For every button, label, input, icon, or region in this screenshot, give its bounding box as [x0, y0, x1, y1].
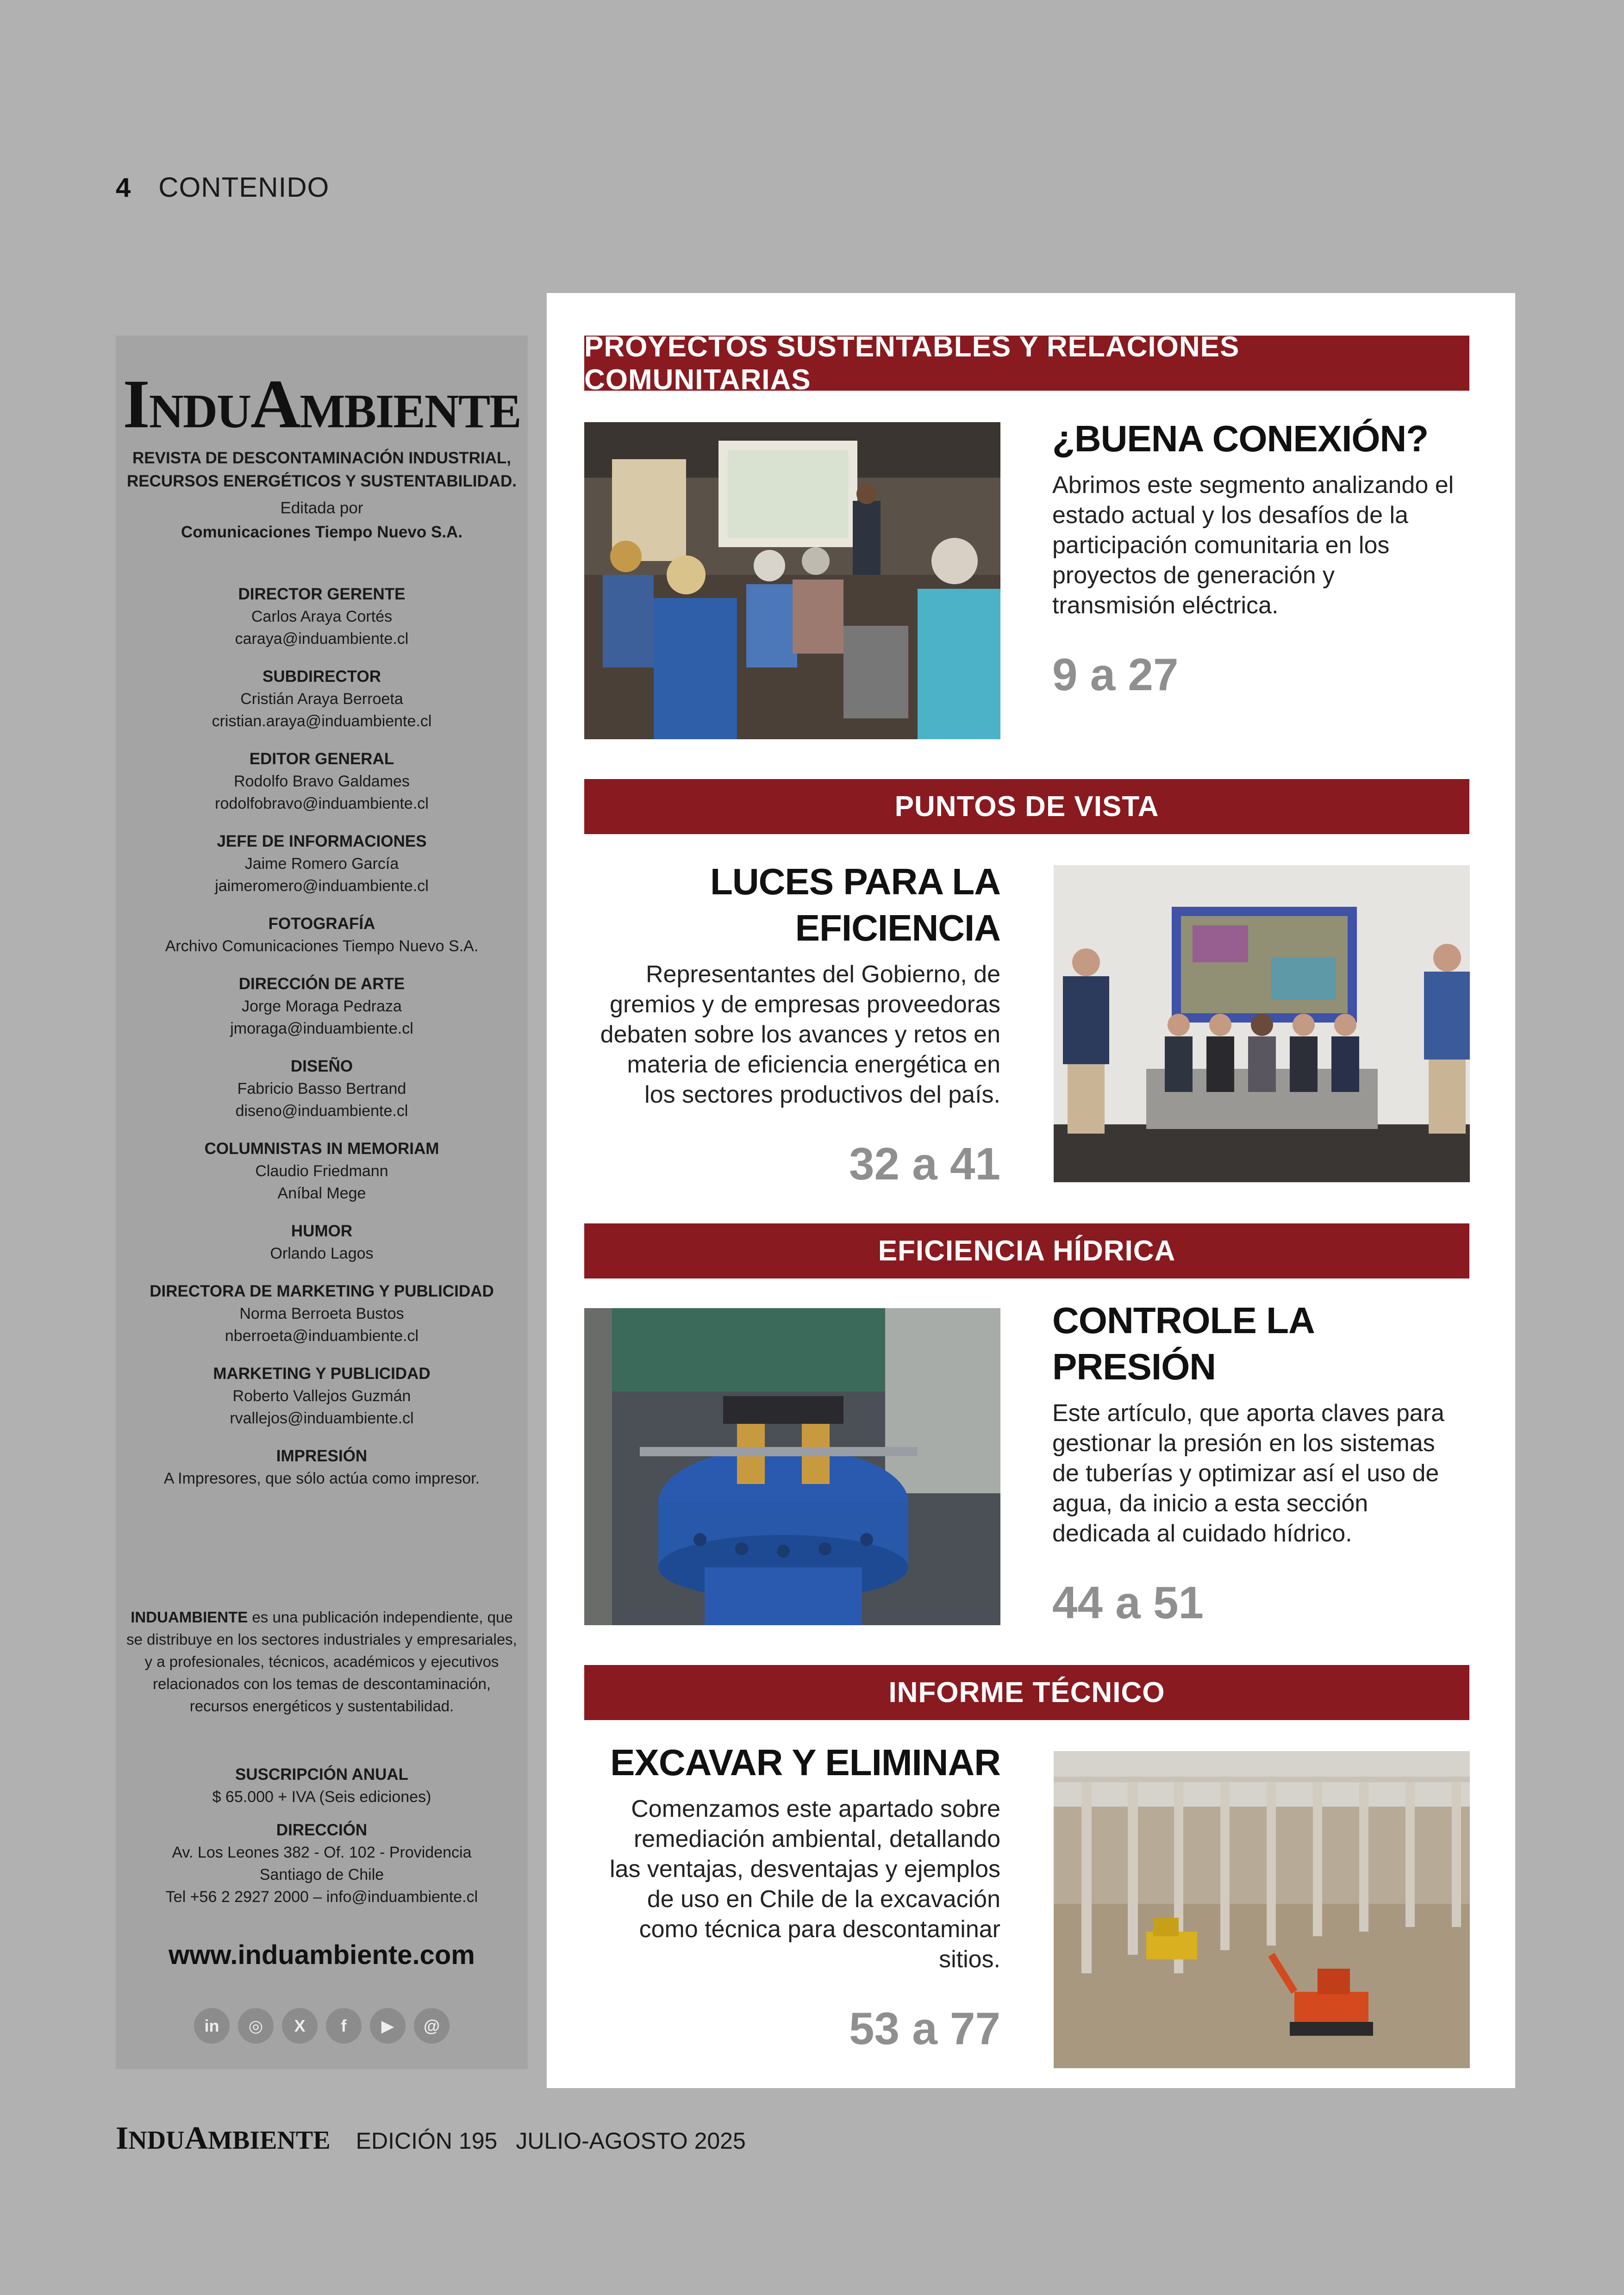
- youtube-icon[interactable]: ▶: [370, 2008, 406, 2044]
- page-section-title: CONTENIDO: [158, 172, 330, 203]
- section-header-puntos-de-vista: PUNTOS DE VISTA: [584, 779, 1469, 834]
- page-footer: [116, 2120, 746, 2157]
- address-info: DIRECCIÓN Av. Los Leones 382 - Of. 102 - Providencia Santiago de Chile Tel +56 2 2927 2000 – info@induambiente.cl: [165, 1821, 478, 1906]
- footer-edition: EDICIÓN 195: [356, 2128, 498, 2154]
- threads-icon[interactable]: @: [414, 2008, 450, 2044]
- linkedin-icon[interactable]: in: [194, 2008, 230, 2044]
- staff-editor-general: EDITOR GENERAL Rodolfo Bravo Galdames rodolfobravo@induambiente.cl: [215, 750, 429, 812]
- article-page-range: 32 a 41: [849, 1138, 1000, 1189]
- staff-humor: HUMOR Orlando Lagos: [270, 1222, 374, 1262]
- footer-logo: INDUAMBIENTE: [116, 2120, 331, 2156]
- article-description: Este artículo, que aporta claves para gestionar la presión en los sistemas de tuberías y optimizar así el uso de agua, da inicio a esta sección dedicada al cuidado hídrico.: [1052, 1400, 1444, 1547]
- article-page-range: 53 a 77: [849, 2003, 1000, 2054]
- article-luces-eficiencia: [598, 859, 1000, 1190]
- staff-columnistas: COLUMNISTAS IN MEMORIAM Claudio Friedmann Aníbal Mege: [204, 1140, 439, 1202]
- article-title: ¿BUENA CONEXIÓN?: [1052, 418, 1429, 459]
- article-description: Abrimos este segmento analizando el estado actual y los desafíos de la participación comunitaria en los proyectos de generación y transmisión eléctrica.: [1052, 472, 1454, 619]
- page-number: 4: [116, 173, 131, 203]
- article-buena-conexion: [1052, 416, 1455, 701]
- section-header-proyectos: PROYECTOS SUSTENTABLES Y RELACIONES COMUNITARIAS: [584, 336, 1469, 391]
- staff-subdirector: SUBDIRECTOR Cristián Araya Berroeta cristian.araya@induambiente.cl: [212, 667, 432, 730]
- staff-jefe-informaciones: JEFE DE INFORMACIONES Jaime Romero García jaimeromero@induambiente.cl: [215, 832, 429, 895]
- instagram-icon[interactable]: ◎: [238, 2008, 274, 2044]
- article-title: EXCAVAR Y ELIMINAR: [610, 1742, 1000, 1783]
- facebook-icon[interactable]: f: [326, 2008, 362, 2044]
- social-icons: [116, 2008, 528, 2044]
- website-link[interactable]: www.induambiente.com: [169, 1940, 475, 1970]
- about-paragraph: INDUAMBIENTE es una publicación independiente, que se distribuye en los sectores industriales y empresariales, y a profesionales, técnicos, académicos y ejecutivos relacionados con los temas de descontaminación, recursos energéticos y sustentabilidad.: [126, 1609, 517, 1715]
- section-header-eficiencia-hidrica: EFICIENCIA HÍDRICA: [584, 1223, 1469, 1278]
- publisher-name: Comunicaciones Tiempo Nuevo S.A.: [181, 523, 463, 541]
- staff-impresion: IMPRESIÓN A Impresores, que sólo actúa como impresor.: [163, 1447, 480, 1487]
- induambiente-logo: INDUAMBIENTE: [123, 366, 521, 443]
- photo-community-meeting: [584, 422, 1000, 739]
- photo-excavation-site: [1054, 1751, 1470, 2068]
- staff-diseno: DISEÑO Fabricio Basso Bertrand diseno@induambiente.cl: [235, 1057, 408, 1120]
- x-icon[interactable]: X: [282, 2008, 318, 2044]
- staff-marketing: MARKETING Y PUBLICIDAD Roberto Vallejos Guzmán rvallejos@induambiente.cl: [213, 1365, 431, 1427]
- article-description: Comenzamos este apartado sobre remediación ambiental, detallando las ventajas, desventajas y ejemplos de uso en Chile de la excavación como técnica para descontaminar sitios.: [609, 1796, 1000, 1973]
- article-title: LUCES PARA LA EFICIENCIA: [710, 861, 1000, 948]
- article-title: CONTROLE LA PRESIÓN: [1052, 1300, 1313, 1387]
- article-description: Representantes del Gobierno, de gremios y de empresas proveedoras debaten sobre los avances y retos en materia de eficiencia energética en los sectores productivos del país.: [600, 961, 1000, 1108]
- staff-direccion-arte: DIRECCIÓN DE ARTE Jorge Moraga Pedraza jmoraga@induambiente.cl: [230, 975, 413, 1037]
- contents-panel: [547, 293, 1515, 2088]
- footer-date: JULIO-AGOSTO 2025: [516, 2128, 746, 2154]
- page-header: [116, 171, 329, 203]
- section-header-informe-tecnico: INFORME TÉCNICO: [584, 1665, 1469, 1720]
- staff-list: [116, 583, 528, 1505]
- staff-directora-marketing: DIRECTORA DE MARKETING Y PUBLICIDAD Norma Berroeta Bustos nberroeta@induambiente.cl: [150, 1282, 494, 1345]
- photo-panel-group: [1054, 865, 1470, 1182]
- subscription-info: SUSCRIPCIÓN ANUAL $ 65.000 + IVA (Seis ediciones) DIRECCIÓN Av. Los Leones 382 - Of. 102 - Providencia Santiago de Chile Tel +56 2 2927 2000 – info@induambiente.cl: [116, 1764, 528, 1908]
- article-page-range: 9 a 27: [1052, 649, 1179, 700]
- masthead-sidebar: [116, 336, 528, 2069]
- edited-by-label: Editada por: [280, 499, 363, 517]
- article-excavar-eliminar: [598, 1740, 1000, 2055]
- photo-pressure-valve: [584, 1308, 1000, 1625]
- staff-director-gerente: DIRECTOR GERENTE Carlos Araya Cortés caraya@induambiente.cl: [235, 585, 409, 648]
- staff-fotografia: FOTOGRAFÍA Archivo Comunicaciones Tiempo Nuevo S.A.: [165, 915, 479, 955]
- article-page-range: 44 a 51: [1052, 1577, 1204, 1628]
- article-controle-presion: [1052, 1297, 1455, 1629]
- magazine-tagline: REVISTA DE DESCONTAMINACIÓN INDUSTRIAL, RECURSOS ENERGÉTICOS Y SUSTENTABILIDAD.: [126, 449, 517, 490]
